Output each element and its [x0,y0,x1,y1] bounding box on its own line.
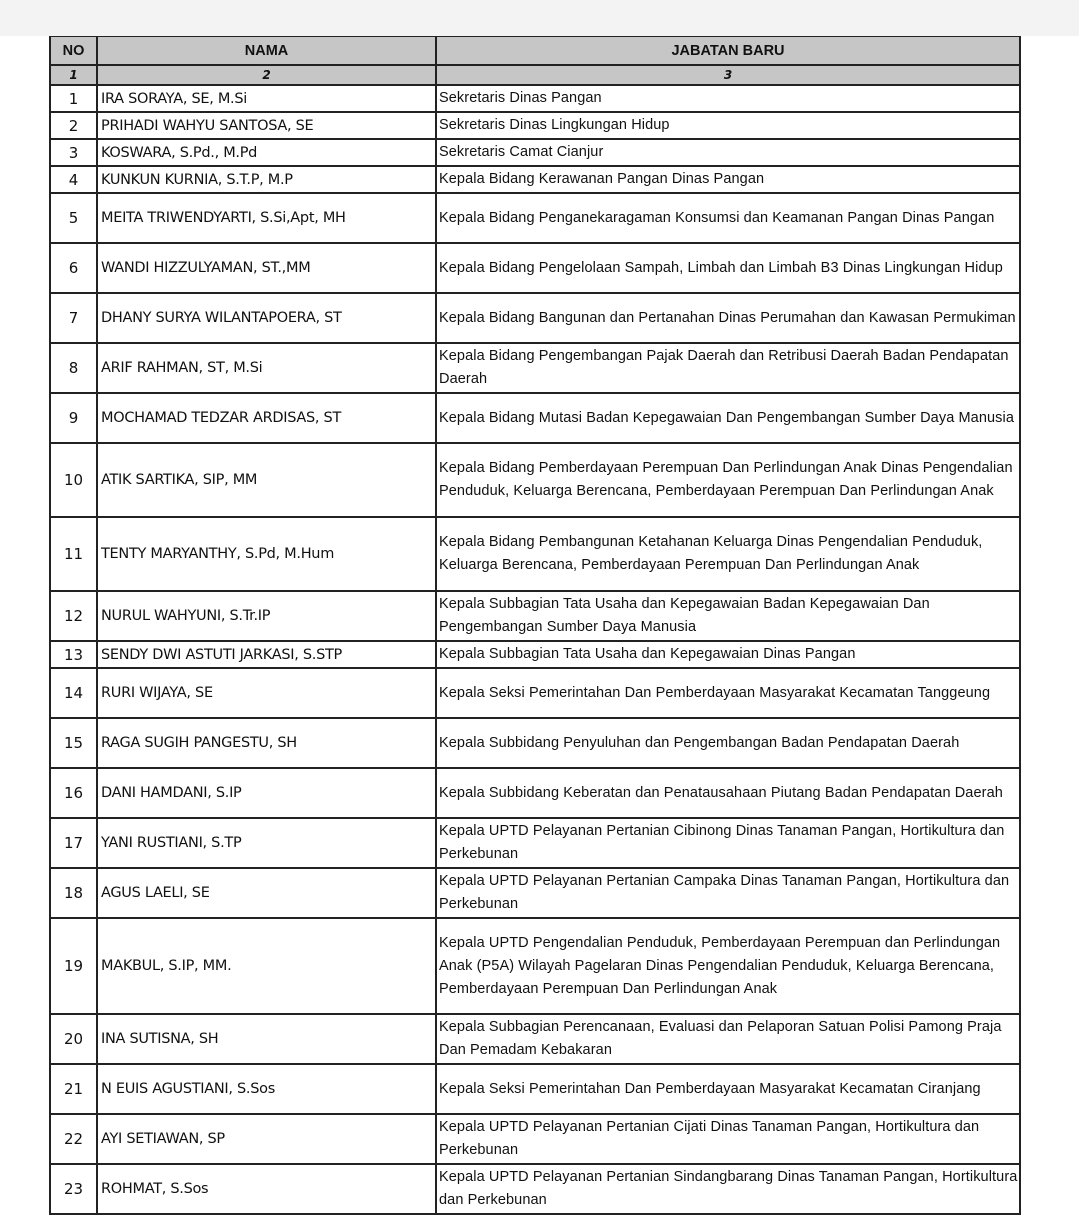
row-jabatan: Kepala Subbagian Tata Usaha dan Kepegawaian Badan Kepegawaian Dan Pengembangan Sumber Daya Manusia [436,591,1020,641]
row-jabatan: Kepala Seksi Pemerintahan Dan Pemberdayaan Masyarakat Kecamatan Ciranjang [436,1064,1020,1114]
row-no: 16 [50,768,97,818]
row-jabatan: Kepala UPTD Pengendalian Penduduk, Pemberdayaan Perempuan dan Perlindungan Anak (P5A) Wilayah Pagelaran Dinas Pengendalian Penduduk, Keluarga Berencana, Pemberdayaan Perempuan Dan Perlindungan Anak [436,918,1020,1014]
table-row [50,243,1020,293]
row-nama: AGUS LAELI, SE [97,868,436,918]
row-nama: IRA SORAYA, SE, M.Si [97,85,436,112]
table-row [50,293,1020,343]
column-number-jabatan: 3 [436,65,1020,85]
row-nama: DHANY SURYA WILANTAPOERA, ST [97,293,436,343]
table-row [50,591,1020,641]
row-no: 19 [50,918,97,1014]
row-no: 7 [50,293,97,343]
table-row [50,193,1020,243]
row-jabatan: Kepala Bidang Pemberdayaan Perempuan Dan Perlindungan Anak Dinas Pengendalian Penduduk, Keluarga Berencana, Pemberdayaan Perempuan Dan Perlindungan Anak [436,443,1020,517]
row-no: 13 [50,641,97,668]
column-number-nama: 2 [97,65,436,85]
header-row [50,37,1020,66]
row-no: 5 [50,193,97,243]
table-row [50,517,1020,591]
header-jabatan: JABATAN BARU [436,37,1020,66]
table-row [50,641,1020,668]
row-nama: ARIF RAHMAN, ST, M.Si [97,343,436,393]
table-row [50,166,1020,193]
row-no: 11 [50,517,97,591]
table-row [50,1064,1020,1114]
table-row [50,112,1020,139]
row-no: 3 [50,139,97,166]
table-row [50,918,1020,1014]
row-no: 4 [50,166,97,193]
row-nama: YANI RUSTIANI, S.TP [97,818,436,868]
row-nama: MAKBUL, S.IP, MM. [97,918,436,1014]
row-jabatan: Kepala Subbidang Keberatan dan Penatausahaan Piutang Badan Pendapatan Daerah [436,768,1020,818]
row-nama: INA SUTISNA, SH [97,1014,436,1064]
row-no: 1 [50,85,97,112]
row-jabatan: Kepala Bidang Kerawanan Pangan Dinas Pangan [436,166,1020,193]
row-nama: MOCHAMAD TEDZAR ARDISAS, ST [97,393,436,443]
row-no: 10 [50,443,97,517]
top-bar [0,0,1079,36]
row-no: 23 [50,1164,97,1214]
table-row [50,1164,1020,1214]
row-jabatan: Kepala Bidang Pengembangan Pajak Daerah dan Retribusi Daerah Badan Pendapatan Daerah [436,343,1020,393]
row-no: 21 [50,1064,97,1114]
table-row [50,139,1020,166]
row-no: 17 [50,818,97,868]
row-nama: KOSWARA, S.Pd., M.Pd [97,139,436,166]
table-row [50,343,1020,393]
row-no: 15 [50,718,97,768]
row-nama: AYI SETIAWAN, SP [97,1114,436,1164]
row-nama: N EUIS AGUSTIANI, S.Sos [97,1064,436,1114]
row-jabatan: Kepala UPTD Pelayanan Pertanian Campaka Dinas Tanaman Pangan, Hortikultura dan Perkebunan [436,868,1020,918]
row-no: 18 [50,868,97,918]
table-row [50,443,1020,517]
header-nama: NAMA [97,37,436,66]
table-row [50,668,1020,718]
row-jabatan: Kepala Subbagian Perencanaan, Evaluasi dan Pelaporan Satuan Polisi Pamong Praja Dan Pemadam Kebakaran [436,1014,1020,1064]
row-jabatan: Kepala Bidang Pengelolaan Sampah, Limbah dan Limbah B3 Dinas Lingkungan Hidup [436,243,1020,293]
table-row [50,1014,1020,1064]
row-nama: NURUL WAHYUNI, S.Tr.IP [97,591,436,641]
row-nama: MEITA TRIWENDYARTI, S.Si,Apt, MH [97,193,436,243]
row-jabatan: Sekretaris Dinas Lingkungan Hidup [436,112,1020,139]
row-jabatan: Kepala UPTD Pelayanan Pertanian Sindangbarang Dinas Tanaman Pangan, Hortikultura dan Perkebunan [436,1164,1020,1214]
row-jabatan: Kepala Bidang Penganekaragaman Konsumsi dan Keamanan Pangan Dinas Pangan [436,193,1020,243]
table-row [50,393,1020,443]
table-row [50,818,1020,868]
row-jabatan: Kepala Bidang Bangunan dan Pertanahan Dinas Perumahan dan Kawasan Permukiman [436,293,1020,343]
row-no: 2 [50,112,97,139]
table-row [50,718,1020,768]
table-row [50,85,1020,112]
row-jabatan: Kepala Subbagian Tata Usaha dan Kepegawaian Dinas Pangan [436,641,1020,668]
column-number-no: 1 [50,65,97,85]
row-nama: DANI HAMDANI, S.IP [97,768,436,818]
row-nama: ROHMAT, S.Sos [97,1164,436,1214]
row-no: 8 [50,343,97,393]
row-no: 14 [50,668,97,718]
row-nama: RURI WIJAYA, SE [97,668,436,718]
table-row [50,1114,1020,1164]
row-jabatan: Kepala Subbidang Penyuluhan dan Pengembangan Badan Pendapatan Daerah [436,718,1020,768]
header-no: NO [50,37,97,66]
row-no: 9 [50,393,97,443]
row-nama: ATIK SARTIKA, SIP, MM [97,443,436,517]
row-nama: RAGA SUGIH PANGESTU, SH [97,718,436,768]
jabatan-table [49,36,1021,1215]
row-jabatan: Kepala Bidang Mutasi Badan Kepegawaian Dan Pengembangan Sumber Daya Manusia [436,393,1020,443]
row-jabatan: Kepala Seksi Pemerintahan Dan Pemberdayaan Masyarakat Kecamatan Tanggeung [436,668,1020,718]
row-nama: PRIHADI WAHYU SANTOSA, SE [97,112,436,139]
row-nama: SENDY DWI ASTUTI JARKASI, S.STP [97,641,436,668]
row-jabatan: Sekretaris Camat Cianjur [436,139,1020,166]
row-no: 6 [50,243,97,293]
column-number-row [50,65,1020,85]
row-no: 20 [50,1014,97,1064]
table-row [50,868,1020,918]
row-nama: TENTY MARYANTHY, S.Pd, M.Hum [97,517,436,591]
row-no: 22 [50,1114,97,1164]
row-nama: WANDI HIZZULYAMAN, ST.,MM [97,243,436,293]
table-row [50,768,1020,818]
row-jabatan: Kepala UPTD Pelayanan Pertanian Cijati Dinas Tanaman Pangan, Hortikultura dan Perkebunan [436,1114,1020,1164]
row-jabatan: Kepala UPTD Pelayanan Pertanian Cibinong Dinas Tanaman Pangan, Hortikultura dan Perkebunan [436,818,1020,868]
row-jabatan: Kepala Bidang Pembangunan Ketahanan Keluarga Dinas Pengendalian Penduduk, Keluarga Berencana, Pemberdayaan Perempuan Dan Perlindungan Anak [436,517,1020,591]
row-nama: KUNKUN KURNIA, S.T.P, M.P [97,166,436,193]
row-no: 12 [50,591,97,641]
row-jabatan: Sekretaris Dinas Pangan [436,85,1020,112]
